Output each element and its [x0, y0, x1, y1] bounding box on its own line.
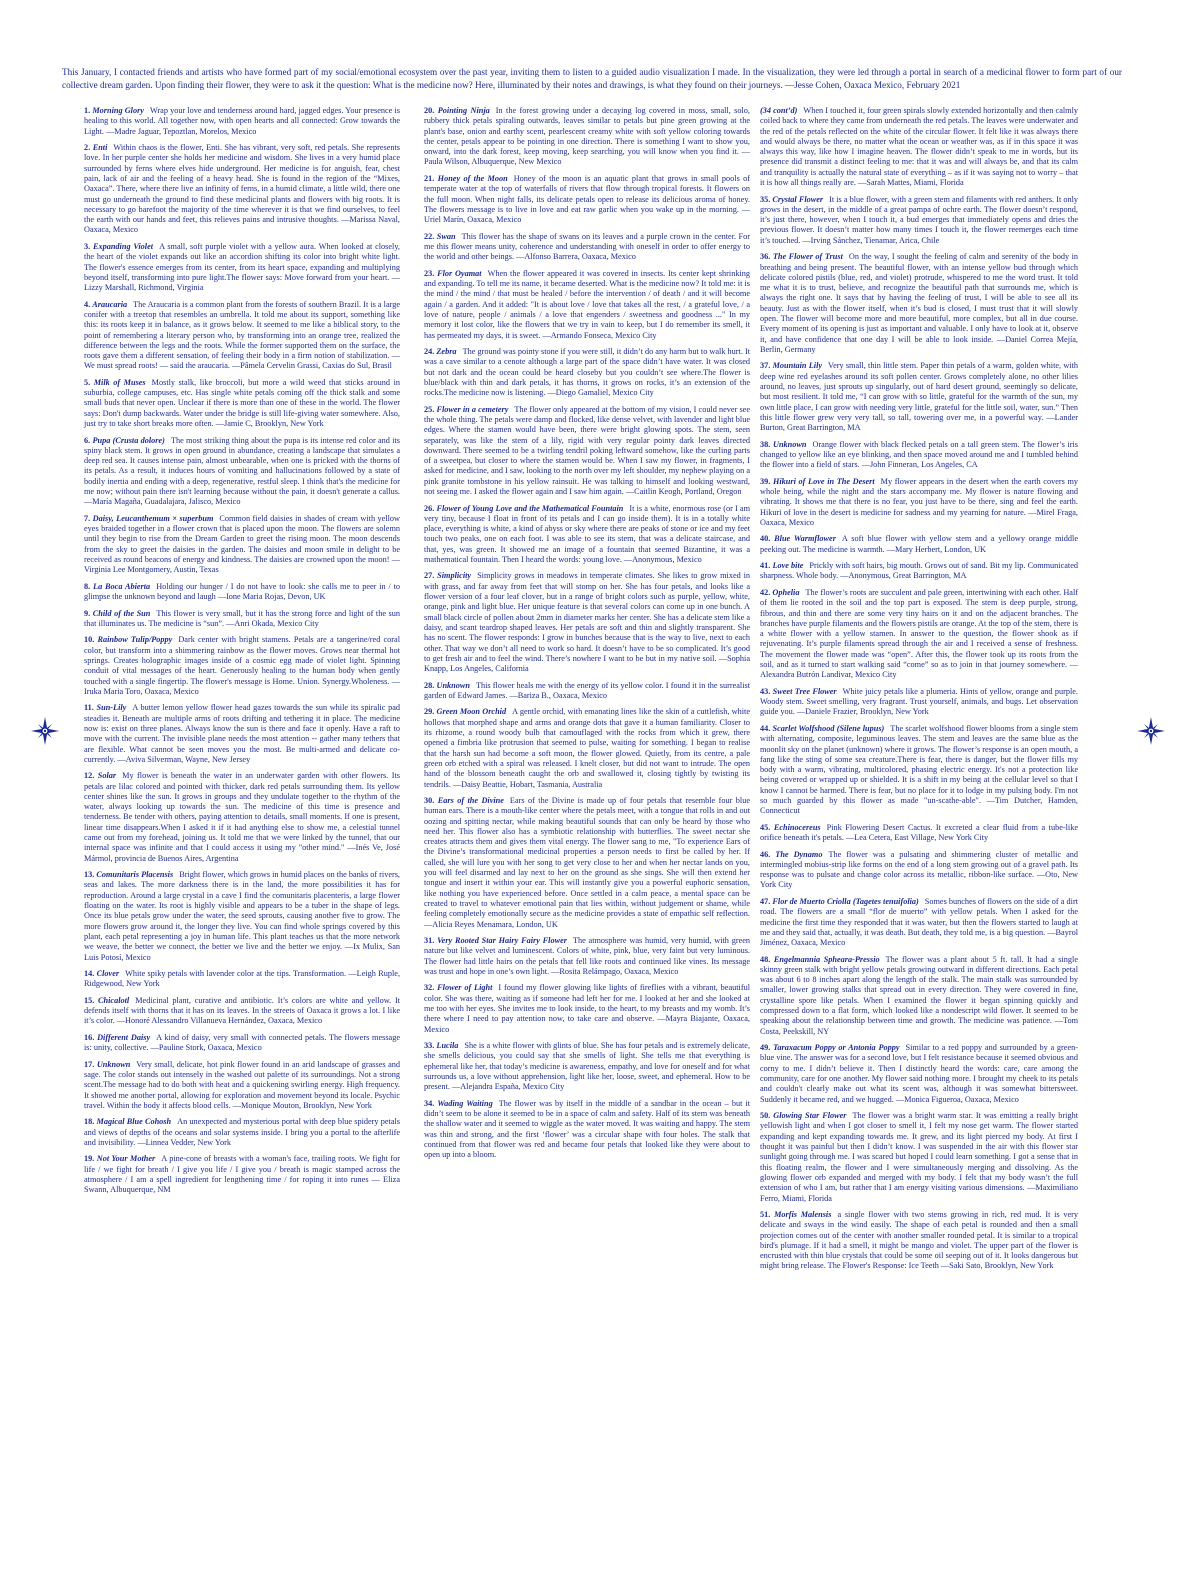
flower-entry [424, 106, 750, 168]
entry-title: Flor Oyamat [437, 268, 482, 278]
entry-title: Ophelia [772, 587, 800, 597]
entry-title: Very Rooted Star Hairy Fairy Flower [437, 936, 567, 946]
entry-number: 15. [84, 995, 95, 1005]
entry-number: 10. [84, 635, 95, 645]
flower-entry [760, 534, 1078, 555]
entry-title: Child of the Sun [92, 608, 151, 618]
entry-text: Within chaos is the flower, Enti. She has vibrant, very soft, red petals. She represents love. In her purple center she holds her medicine and wisdom. She lives in a very humid place surrounded by ferns where elves hide underground. Her medicine is for anguish, fear, chest pain, lack of air and the feeling of a heavy head. She is found in the region of the “Mixes, Oaxaca”. There, where there live an infinity of ferns, in a humid climate, a little wild, there one must go underneath the ground to find these medicinal plants and flowers with big roots. It is necessary to go barefoot the majority of the time wherever it is that we find ourselves, to feel the earth with our hands and feet, this relieves pains and intrusive thoughts. —Marissa Naval, Oaxaca, Mexico [84, 143, 401, 235]
flower-entry [760, 588, 1078, 681]
flower-entry [84, 106, 400, 137]
entry-number: 43. [760, 686, 771, 696]
entry-text: When the flower appeared it was covered in insects. Its center kept shrinking and expanding. To tell me its name, it became deserted. What is the medicine now? It told me: it is the mind / the mind / that must be healed / before the intervention / of death / and it will become again / a garden. And it added: "It is about love / love that takes all the rest, / a grateful love, / a love of nature, people / animals / a love that engenders / sweetness and goodness ..." In my memory it lost color, like the flowers that we try in vain to keep, but I do remember its smell, it has permeated my days, it is sweet. —Armando Fonseca, Mexico City [424, 268, 751, 340]
entry-number: 23. [424, 268, 435, 278]
entry-number: 47. [760, 896, 771, 906]
flower-entry [760, 687, 1078, 718]
flower-entry [424, 681, 750, 702]
entry-text: A gentle orchid, with emanating lines like the skin of a cuttlefish, white hollows that morphed shape and arms and orange dots that gave it a human familiarity. Closer to its rhizome, a round woody bulb that camouflaged with the rocks from which it grew, there opened a fimbria like protrusion that seemed to pulse, waiting for something. I began to realise that the harsh sun had become a soft moon, the flower glowed. Quietly, from its centre, a pale green orb etched with a spiral was released. I knelt closer, but did not want to intrude. The open hand of the blossom beneath caught the orb and swallowed it, closing tightly by twisting its tendrils. —Daisy Beattie, Hobart, Tasmania, Australia [424, 707, 751, 789]
entry-title: La Boca Abierta [93, 581, 151, 591]
entry-number: 1. [84, 106, 91, 115]
entry-text: Ears of the Divine is made up of four petals that resemble four blue human ears. There is a mouth-like center where the petals meet, with a tongue that rolls in and out oozing and spitting nectar, while making beautiful sounds that can only be heard by those who need her. This flower also has a symbiotic relationship with butterflies. The sweet nectar she creates attracts them and gives them vital energy. The flower sang to me, "To experience Ears of the Divine’s transformational medicinal properties a person needs to first be called by her. If called, she will lure you with her song to get very close to her and when her nectar lands on you, you will feel disarmed and lay next to her on the ground as she sings. She will then extend her tongue and insert it within your ear. This will instantly give you a powerful euphoric sensation, like nothing you have experienced before. Once settled in a calm peace, a mental space can be created to travel to whatever emotional pain that lies within, without judgement or shame, while feeling completely emotionally secure as the medicine provides a state of empathic self reflection. —Alicia Reyes Menamara, London, UK [424, 795, 751, 929]
entry-number: 49. [760, 1043, 771, 1053]
entry-text: The flower was a bright warm star. It was emitting a really bright yellowish light and when I got closer to smell it, I felt my nose get warm. The flower started expanding and kept expanding towards me. It grew, and its light pierced my body. At first I thought it was painful but then I didn’t know. I was suspended in the air with this flower star sunlight going through me. I was scared but hoped I could learn something. I got a sense that in this floating realm, the flower and I were simultaneously merging and dissolving. As the glowing flower orb expanded and merged with my body. I felt that my body wasn’t the full extension of who I am, but rather that I am energy visiting various dimensions. —Maximiliano Ferro, Miami, Florida [760, 1111, 1078, 1203]
entry-text: The ground was pointy stone if you were still, it didn’t do any harm but to walk hurt. It was a cave similar to a cenote although a large part of the space didn’t have water. It was closed but not dark and the ocean could be heard closeby but you couldn’t see where.The flower is blue/black with thin and dark petals, it has thorns, it grows on rocks, it’s an extension of the rocks.The medicine now is listening. —Diego Gamaliel, Mexico City [424, 346, 750, 398]
entry-text: She is a white flower with glints of blue. She has four petals and is extremely delicate, she smells delicious, you could say that she smells of light. She tells me that everything is ephemeral like her, that today’s medicine is awareness, empathy, and love for oneself and for what surrounds us, a love without apprehension, light like her, loose, sweet, and ephemeral. How to be present. —Alejandra España, Mexico City [424, 1041, 751, 1092]
flower-entry [760, 724, 1078, 817]
flower-entry [760, 195, 1078, 246]
flower-entry [84, 870, 400, 963]
entry-text: Medicinal plant, curative and antibiotic. It’s colors are white and yellow. It defends itself with thorns that it has on its leaves. In the streets of Oaxaca it grows a lot. I like it’s color. —Honoré Alessandro Villanueva Hernández, Oaxaca, Mexico [84, 995, 400, 1026]
entry-number: 42. [760, 587, 771, 597]
entry-number: 18. [84, 1117, 95, 1127]
flower-entry [424, 347, 750, 398]
entry-text: Very small, delicate, hot pink flower found in an arid landscape of grasses and sage. The color stands out intensely in the washed out palette of its surroundings. Not a strong scent.The message had to do both with heat and a quickening swirling energy. High frequency. It showed me another portal, allowing for exploration and movement beyond its locale. Psychic travel. Within the body it affects blood cells. —Monique Mouton, Brooklyn, New York [84, 1059, 401, 1110]
entry-title: Milk of Muses [93, 377, 146, 387]
flower-entry [84, 300, 400, 372]
flower-entry [760, 252, 1078, 355]
entry-text: Similar to a red poppy and surrounded by a green-blue vine. The answer was for a second love, but I felt resistance because it seemed obvious and corny to me. I didn’t believe it. Then I distinctly heard the words: care, care among the community, care for one another. My flower said nothing more. I brought my cheek to its petals and couldn't clearly make out what its scent was, although it was somewhat bittersweet. Suddenly it became red, and we hugged. —Monica Figueroa, Oaxaca, Mexico [760, 1043, 1078, 1104]
flower-entry [760, 1210, 1078, 1272]
flower-entry [424, 571, 750, 674]
flower-entry [84, 242, 400, 293]
flower-entry [84, 969, 400, 990]
entry-title: Lucila [436, 1041, 459, 1051]
flower-entry [424, 504, 750, 566]
flower-entry [760, 1043, 1078, 1105]
entry-title: Ears of the Divine [437, 795, 504, 805]
entry-number: 8. [84, 581, 91, 591]
flower-entry [760, 440, 1078, 471]
flower-entry [84, 1117, 400, 1148]
entry-title: Clover [96, 969, 120, 978]
entry-number: 6. [84, 435, 91, 445]
entry-text: The scarlet wolfshood flower blooms from a single stem with alternating, composite, leguminous leaves. The stem and leaves are the same blue as the moonlit sky on the planet (unknown) where it grows. The flower’s response is an open mouth, a fang like the sting of some sea creature.There is fear, there is danger, but the flower fills my body with a warm, vibrating, multicolored, phasing electric energy. It's not a protection like being covered or wrapped up or shielded. It is a shift in my being at the cellular level so that I know I cannot be harmed. There is fear, but no place for it to lodge in my pulsing body. I'm not so much guarded by this flower as made "un-scathe-able". —Tim Dutcher, Hamden, Connecticut [760, 723, 1078, 816]
entry-text: In the forest growing under a decaying log covered in moss, small, solo, rubbery thick petals spiraling outwards, leaves similar to petals but pine green growing at the plant's base, onion and earthy scent, pearlescent creamy white with soft yellow coloring towards the center, petals appear to be pointing in one direction. There is something I want to show you, onward, into the dark forest, keep moving, keep searching, you will know when you find it. —Paula Wilson, Albuquerque, New Mexico [424, 106, 750, 167]
entry-title: Chicalotl [98, 995, 130, 1005]
entry-title: The Flower of Trust [772, 252, 843, 262]
entry-text: Honey of the moon is an aquatic plant that grows in small pools of temperate water at the top of waterfalls of rivers that flow through tropical forests. It flowers on the full moon. When night falls, its delicate petals open to release its delicious aroma of honey. The flowers message is to live in love and eat raw garlic when you wake up in the morning. —Uriel Marín, Oaxaca, Mexico [424, 173, 751, 225]
entry-title: Zebra [436, 346, 457, 356]
entry-text: Dark center with bright stamens. Petals are a tangerine/red coral color, but transform into a shimmering rainbow as the flower moves. Grows near thermal hot springs. Creates holographic images inside of a cosmic egg made of violet light. Spinning conduit of vital messages of the heart. Generously healing to the human body when gently touched with a single fingertip. The flower's message is Home. Union. Synergy.Wholeness. —Iruka Maria Toro, Oaxaca, Mexico [84, 635, 401, 696]
flower-entry [424, 1041, 750, 1092]
entry-title: Simplicity [437, 571, 472, 581]
entry-text: Holding our hunger / I do not have to look: she calls me to peer in / to glimpse the unknown beyond and laugh —Ione Maria Rojas, Devon, UK [84, 581, 401, 602]
entry-text: White juicy petals like a plumeria. Hints of yellow, orange and purple. Woody stem. Sweet smelling, very fragrant. Trust yourself, animals, and bugs. Let observation guide you. —Daniele Frazier, Brooklyn, New York [760, 686, 1078, 717]
entry-number: 12. [84, 771, 95, 781]
column-1 [84, 106, 400, 1202]
entry-number: 40. [760, 534, 771, 544]
entry-number: 36. [760, 252, 771, 262]
flower-entry [760, 955, 1078, 1037]
entry-title: Scarlet Wolfshood (Silene lupus) [772, 723, 885, 733]
entry-title: Sun-Lily [96, 703, 127, 713]
entry-number: 11. [84, 703, 94, 713]
flower-entry [760, 561, 1078, 582]
entry-number: 7. [84, 513, 91, 523]
entry-title: Araucaria [92, 299, 128, 309]
flower-entry [424, 232, 750, 263]
entry-number: 50. [760, 1111, 771, 1121]
flower-entry [424, 983, 750, 1034]
entry-title: Echinocereus [773, 822, 821, 832]
entry-text: A soft blue flower with yellow stem and a yellowy orange middle peeking out. The medicine is warmth. —Mary Herbert, London, UK [760, 534, 1079, 554]
entry-title: Love bite [772, 561, 804, 571]
entry-title: Flower of Young Love and the Mathematical Fountain [436, 503, 624, 513]
entry-title: Swan [436, 231, 456, 241]
entry-number: 35. [760, 194, 771, 204]
flower-entry [760, 897, 1078, 948]
entry-title: Different Daisy [97, 1032, 151, 1042]
entry-title: Expanding Violet [92, 241, 154, 251]
entry-number: 39. [760, 476, 771, 486]
entry-title: Solar [97, 771, 117, 781]
entry-text: Bright flower, which grows in humid places on the banks of rivers, seas and lakes. The more darkness there is in the land, the more possibilities it has for reproduction. Around a large crystal in a cave I find the comunitaris placenteris, a large flower floating on the water. Its root is highly visible and appears to be a tuber in the shape of legs. Once its blue petals grow under the water, the seed sprouts, causing another five to grow. The more flowers grow around it, the longer they live. You can find whole springs covered by this plant, each petal representing a joy in human life. This plant teaches us that the more network we weave, the better we connect, the better we live and the better we enjoy. —Ix Mulix, San Luis Potosí, Mexico [84, 870, 400, 962]
column-3 [760, 106, 1078, 1278]
entry-text: This flower is very small, but it has the strong force and light of the sun that illuminates us. The medicine is “sun”. —Anri Okada, Mexico City [84, 608, 400, 628]
entry-text: The flower was by itself in the middle of a sandbar in the ocean – but it didn’t seem to be alone it seemed to be in a space of calm and safety. Half of its stem was beneath the shallow water and it seemed to wiggle as the water moved. It was waiting and happy. The stem was thin and strong, and the first ‘flower’ was a circular shape with four holes. The stalk that continued from that flower was red and became four petals that looked like they were about to open up into a bloom. [424, 1098, 750, 1160]
entry-text: My flower is beneath the water in an underwater garden with other flowers. Its petals are lilac colored and pointed with thicker, dark red petals surrounding them. Its yellow center shines like the sun. It grows in groups and they undulate together to the rhythm of the water, always looking up towards the sun. The medicine of this time is presence and tenderness. Be tender with others, paying attention to details, small moments. If one is present, linear time disappears.When I asked it if it had anything else to show me, a celestial tunnel came out from my forehead, joining us. It told me that we were linked by the tunnel, that our internal space was infinite and that I could access it using my "other mind." —Inés Ve, José Mármol, provincia de Buenos Aires, Argentina [84, 771, 401, 863]
entry-title: Green Moon Orchid [436, 707, 507, 717]
entry-number: 37. [760, 361, 771, 371]
flower-entry [424, 1099, 750, 1161]
entry-title: Flor de Muerto Criolla (Tagetes tenuifolia) [772, 896, 919, 906]
entry-title: Unknown [772, 439, 807, 449]
entry-number: 32. [424, 983, 435, 993]
column-2 [424, 106, 750, 1167]
entry-title: Taraxacum Poppy or Antonia Poppy [773, 1043, 900, 1053]
entry-title: The Dynamo [775, 849, 823, 859]
entry-title: Not Your Mother [96, 1154, 156, 1164]
entry-number: 29. [424, 707, 435, 717]
flower-entry [84, 1154, 400, 1195]
entry-number: 20. [424, 106, 435, 115]
entry-text: Very small, thin little stem. Paper thin petals of a warm, golden white, with deep wine red eyelashes around its soft pollen center. Grows completely alone, no other lilies around, no leaves, just sprouts up singularly, out of hard desert ground, seemingly so delicate, but most resilient. It told me, “I can grow with so little, grateful for the warmth of the sun, my own little place, I can grow with needing very little, grateful for the little soil, water, sun.” Then this little flower grew very very tall, so tall, towering over me, in a powerful way. —Lander Burton, Great Barrington, MA [760, 361, 1079, 433]
entry-number: 33. [424, 1041, 435, 1051]
entry-number: 5. [84, 377, 91, 387]
flower-entry [84, 609, 400, 630]
entry-title: Wading Waiting [437, 1098, 493, 1108]
entry-text: The Araucaria is a common plant from the forests of southern Brazil. It is a large conifer with a treetop that resembles an umbrella. It told me about its support, something like this: its roots keep it in balance, as it grows below. It seemed to me like a biblical story, to the point of remembering a literary person who, by transforming into an orange tree, realized the difference between the legs and the roots. While the former supported them on the surface, the roots gave them a different sensation, of feeling their body in a firm notion of stabilization. — We must spread roots! — said the araucaria. —Pâmela Cervelin Grassi, Caxias do Sul, Brasil [84, 299, 401, 371]
entry-title: Engelmannia Spheara-Pressio [773, 954, 880, 964]
entry-number: 44. [760, 723, 771, 733]
entry-number: 27. [424, 571, 435, 581]
entry-text: Orange flower with black flecked petals on a tall green stem. The flower’s iris changed to yellow like an eye blinking, and then space moved around me and I tumbled behind the flower into a field of stars. —John Finneran, Los Angeles, CA [760, 439, 1078, 470]
entry-number: 26. [424, 503, 435, 513]
entry-number: 41. [760, 561, 771, 571]
entry-text: Somes bunches of flowers on the side of a dirt road. The flowers are a small “flor de muerto” with yellow petals. When I asked for the medicine the first time they responded that it was water, but then the flowers started to laugh at me and they said that, actually, it was death. But death, they told me, is a big question. —Bayrol Jiménez, Oaxaca, Mexico [760, 896, 1078, 948]
entry-title: Morning Glory [92, 106, 144, 115]
entry-title: Magical Blue Cohosh [96, 1117, 172, 1127]
entry-number: 46. [760, 849, 771, 859]
entry-title: Pointing Ninja [437, 106, 490, 115]
entry-text: Simplicity grows in meadows in temperate climates. She likes to grow mixed in with grass, and far away from feet that will stomp on her. She has four petals, and looks like a flower version of a four leaf clover, but in a range of bright colors such as purple, yellow, white, orange, pink and light blue. Her unique feature is that several colors can come up in one bunch. A small black circle of pollen about 2mm in diameter marks her center. She has a delicate stem like a daisy, and scant teardrop shaped leaves. Her petals are soft and thin and slightly transparent. She has no scent. The flower responds: I grow in bunches because that is the way to live, next to each other. That way we don’t all need to work so hard. It doesn’t have to be so complicated. It’s good to get fresh air and to feel the wind. There’s nowhere I want to be but in my native soil. —Sophia Knapp, Los Angeles, California [424, 571, 751, 674]
entry-number: 16. [84, 1032, 95, 1042]
flower-entry [760, 850, 1078, 891]
entry-text: The flower’s roots are succulent and pale green, intertwining with each other. Half of them lie rooted in the soil and the top part is exposed. The stem is deep purple, strong, fibrous, and thin and there are some very tiny hairs on it and on the adjacent branches. The branches have purple filaments and the flowers pistils are orange. At the top of the stem, there is a white flower with a yellow stamen. In answer to the question, the flower shook as if rejuvenating. It’s purple filaments spread through the air and I received a sense of freshness. The movement the flower made was “open”. After this, the flower took up its roots from the soil, and as it turned to start walking said “come” so as to join in that journey somewhere. —Alexandra Butrón Landivar, Mexico City [760, 587, 1078, 680]
entry-title: Sweet Tree Flower [772, 686, 837, 696]
entry-text: Pink Flowering Desert Cactus. It excreted a clear fluid from a tube-like orifice beneath it's petals. —Lea Cetera, East Village, New York City [760, 822, 1078, 843]
entry-number: 9. [84, 608, 91, 618]
entry-number: 13. [84, 870, 95, 880]
entry-text: Common field daisies in shades of cream with yellow eyes braided together in a flower crown that is placed upon the moon. The flowers are solemn until they begin to rise from the Dream Garden to greet the rising moon. The moon descends from the sky to greet the daisies in the garden. The daisies and moon smile in delight to be received as round beacons of energy and kindness. The daisies are crowned upon the moon! —Virginia Lee Montgomery, Austin, Texas [84, 513, 401, 575]
entry-title: Enti [92, 143, 108, 153]
entry-title: Pupa (Crusta dolore) [92, 435, 165, 445]
entry-text: It is a blue flower, with a green stem and filaments with red anthers. It only grows in the desert, in the middle of a great pampa of ochre earth. The flower doesn’t respond, it’s just there, however, when I touch it, a bud emerges that immediately opens and dries the previous flower. It doesn’t matter how many times I touch it, the flower reemerges each time it’s touched. —Irving Sánchez, Tienamar, Arica, Chile [760, 194, 1079, 245]
flower-entry [760, 1111, 1078, 1204]
entry-text: It is a white, enormous rose (or I am very tiny, because I float in front of its petals and I can go inside them). It is in a totally white place, everything is white, a kind of abyss or sky where there are peaks of stone or ice and my feet touch two peaks, one on each foot. I was able to see its stem, that was a delicate staircase, and that, yes, was green. It showed me an image of a fountain that seemed Bizantine, it was a mathematical fountain. Then I heard the words: young love. —Anonymous, Mexico [424, 503, 751, 564]
entry-title: Unknown [96, 1059, 131, 1069]
entry-text: This flower has the shape of swans on its leaves and a purple crown in the center. For me this flower means unity, coherence and understanding with oneself in order to offer energy to the world and other beings. —Alfonso Barrera, Oaxaca, Mexico [424, 231, 750, 262]
entry-number: 28. [424, 680, 435, 690]
entry-number: 34. [424, 1098, 435, 1108]
entry-text: Wrap your love and tenderness around hard, jagged edges. Your presence is healing to this world. All together now, with open hearts and all connected: Grow towards the Light. —Madre Jaguar, Tepoztlan, Morelos, Mexico [84, 106, 400, 136]
flower-entry [760, 823, 1078, 844]
entry-number: 31. [424, 936, 435, 946]
entry-text: The flower was a pulsating and shimmering cluster of metallic and intermingled mobius-strip like forms on the end of a long stem growing out of a gravel path. Its response was to pulsate and change color across its metallic, ribbon-like surface. —Oto, New York City [760, 849, 1079, 890]
entry-number: 4. [84, 299, 91, 309]
entry-text: White spiky petals with lavender color at the tips. Transformation. —Leigh Ruple, Ridgewood, New York [84, 969, 401, 989]
flower-entry [84, 771, 400, 864]
entry-text: A butter lemon yellow flower head gazes towards the sun while its spiralic pad steadies it. Beneath are multiple arms of roots drifting and tethering it in place. The medicine now is: exist on three planes. Always know the sun is there and face it openly. Have a raft to move with the current. The invisible plane needs the most attention -- gather many tethers that are flexible. What cannot be seen moves you the most. Be multi-armed and delicate co-currently. —Aviva Silverman, Wayne, New Jersey [84, 703, 400, 764]
entry-text: My flower appears in the desert when the earth covers my whole being, while the night and the stars accompany me. My flower is nature flowing and vibrating. It shows me that there is no fear, you just have to be there, sing and feel the earth. Hikuri of love in the desert is medicine for sadness and my yearning for nature. —Mirel Fraga, Oaxaca, Mexico [760, 476, 1079, 527]
entry-number: 22. [424, 231, 435, 241]
intro-paragraph: This January, I contacted friends and artists who have formed part of my social/emotional ecosystem over the past year, inviting them to listen to a guided audio visualization I made. In the visualization, they were led through a portal in search of a medicinal flower to form part of our collective dream garden. Upon finding their flower, they were to ask it the question: What is the medicine now? Here, illuminated by their notes and drawings, is what they found on their journeys. —Jesse Cohen, Oaxaca Mexico, February 2021 [62, 67, 1122, 90]
entry-number: 17. [84, 1059, 95, 1069]
flower-entry [84, 703, 400, 765]
entry-number: 51. [760, 1209, 771, 1219]
entry-text: An unexpected and mysterious portal with deep blue spidery petals and views of depths of the oceans and solar systems inside. I bring you a portal to the afterlife and invisibility. —Linnea Vedder, New York [84, 1117, 401, 1147]
flower-entry [84, 436, 400, 508]
entry-title: Honey of the Moon [437, 173, 508, 183]
star-ornament-left-icon [30, 716, 60, 746]
entry-number: 45. [760, 822, 771, 832]
flower-entry [84, 1033, 400, 1054]
entry-number: 24. [424, 346, 435, 356]
entry-text: On the way, I sought the feeling of calm and serenity of the body in breathing and being present. The beautiful flower, with an intense yellow bud through which delicate colored pistils (blue, red, and violet) protrude, whispered to me the word trust. It told me what it is to trust, believe, and recognize the beautiful path that surrounds me, which is always the right one. It says that by having the feeling of trust, I will be able to see all its beauty. Just as with the flower itself, when it’s bud is closed, I must trust that it will slowly open. The flower will become more and more beautiful, more complex, but all in due course. Every moment of its opening is just as important and valuable. I only have to look at it, observe it, and have confidence that one day I will be able to look inside. —Daniel Correa Mejía, Berlin, Germany [760, 252, 1078, 354]
entry-number: 2. [84, 143, 91, 153]
flower-entry [424, 796, 750, 930]
flower-entry [424, 269, 750, 341]
flower-entry [424, 174, 750, 225]
entry-text: The atmosphere was humid, very humid, with green nature but like velvet and luminescent. Colors of white, pink, blue, very faint but very luminous. The flower had little hairs on the petals that fell like roots and continued like vines. Its message was trust and hope in one’s own light. —Rosita Relámpago, Oaxaca, Mexico [424, 936, 751, 976]
flower-entry [760, 477, 1078, 528]
entry-title: Glowing Star Flower [773, 1111, 847, 1121]
entry-number: 19. [84, 1154, 95, 1164]
entry-text: A kind of daisy, very small with connected petals. The flowers message is: unity, collective. —Pauline Stork, Oaxaca, Mexico [84, 1032, 401, 1053]
flower-entry [84, 635, 400, 697]
flower-entry [84, 582, 400, 603]
entry-title: Rainbow Tulip/Poppy [97, 635, 173, 645]
entry-text: When I touched it, four green spirals slowly extended horizontally and then calmly coiled back to where they came from underneath the red petals. The leaves were underwater and the red of the petals reflected on the white of the circular flower. It felt like it was always there and would always be there, no matter what the ocean or weather was, as if in this space it was always this way, like how I imagine heaven. The flower didn’t speak to me in words, but its presence did transmit a distinct feeling to me: that it was and will always be, and that its calm and tranquility is actually the natural state of everything – as if it was saying not to worry – that it is how all things really are. —Sarah Mattes, Miami, Florida [760, 106, 1078, 188]
flower-entry [760, 106, 1078, 188]
entry-text: The most striking thing about the pupa is its intense red color and its spiny black stem. It grows in open ground in abundance, creating a landscape that simulates a deep red sea. It causes intense pain, almost unbearable, when one is pricked with the thorns of its petals. As a result, it induces hours of vomiting and hallucinations followed by a state of bodily inertia and ending with a deep, regenerative, restful sleep. I think that's the medicine for me now; without pain there isn't learning because without the pain, it doesn't generate a callus. —María Magaña, Guadalajara, Jalisco, Mexico [84, 435, 401, 507]
entry-title: Daisy, Leucanthemum × superbum [92, 513, 214, 523]
star-ornament-right-icon [1136, 716, 1166, 746]
flower-entry [760, 361, 1078, 433]
entry-number: 48. [760, 954, 771, 964]
flower-entry [84, 514, 400, 576]
entry-number: 14. [84, 969, 95, 978]
entry-text: I found my flower glowing like lights of fireflies with a vibrant, beautiful color. She was there, waiting as if someone had left her for me. I looked at her and she looked at me too with her eyes. She invites me to look inside, to the heart, to my breasts and my womb. It’s there where I need to pay attention now, to take care and observe. —Mayra Biajante, Oaxaca, Mexico [424, 983, 750, 1034]
entry-title: Flower in a cemetery [436, 404, 509, 414]
flower-entry [424, 405, 750, 498]
entry-text: A pine-cone of breasts with a woman's face, trailing roots. We fight for life / we fight for breath / I give you life / I give you / breath is magic stamped across the atmosphere / I am a spell ingredient for lengthening time / for roping it into runes — Eliza Swann, Albuquerque, NM [84, 1154, 400, 1195]
flower-entry [84, 378, 400, 429]
entry-text: Prickly with soft hairs, big mouth. Grows out of sand. Bit my lip. Communicated sharpness. Whole body. —Anonymous, Great Barrington, MA [760, 561, 1079, 581]
entry-title: Crystal Flower [772, 194, 824, 204]
entry-text: Mostly stalk, like broccoli, but more a wild weed that sticks around in suburbia, college campuses, etc. Has single white petals coming off the thick stalk and some small buds that never open. Unclear if there is more than one of these in the world. The flower says: Don't dump backwards. Water under the bridge is still life-giving water somewhere. Also, just try to take short breaks more often. —Jamie C, Brooklyn, New York [84, 377, 400, 429]
entry-number: 30. [424, 795, 435, 805]
entry-number: 25. [424, 404, 435, 414]
entry-number: 21. [424, 173, 435, 183]
entry-number: 38. [760, 439, 771, 449]
entry-title: (34 cont’d) [760, 106, 798, 115]
entry-title: Unknown [436, 680, 470, 690]
entry-text: The flower only appeared at the bottom of my vision, I could never see the whole thing. The petals were damp and flocked, like dense velvet, with lavender and light blue edges. Where the stamen would have been, there were bright glowing spots. The stem, seen separately, was like the stem of a lily, rigid with very regular pointy dark leaves directed downward. There seemed to be a twirling tendril poking leftward somehow, like the curling parts of a sweetpea, but closer to where the stamen would be. When I saw my flower, in fragments, I asked for medicine, and I saw, looking to the north over my left shoulder, my nephew playing on a pink granite tombstone in his yellow rainsuit. He was talking to himself and looking westward, not seeing me. I asked the flower again and I saw him again. —Caitlin Keogh, Portland, Oregon [424, 404, 751, 497]
entry-text: A small, soft purple violet with a yellow aura. When looked at closely, the heart of the violet expands out like an accordion shifting its color into bright white light. The flower's essence emerges from its center, from its heart space, expanding and multiplying beyond itself, transforming into pure light.The flower says: Move forward from your heart. —Lizzy Marshall, Richmond, Virginia [84, 241, 400, 293]
entry-title: Blue Warmflower [774, 534, 836, 544]
entry-title: Flower of Light [437, 983, 493, 993]
entry-number: 3. [84, 241, 91, 251]
flower-entry [84, 1060, 400, 1111]
entry-text: The flower was a plant about 5 ft. tall. It had a single skinny green stalk with bright yellow petals growing outward in different directions. Each petal was about 6 to 8 inches apart along the length of the stalk. The main stalk was surrounded by smaller, lower growing stalks that spread out in every direction. They were covered in fine, crystalline spore like petals. When I examined the flower it began spinning quickly and compressed down to a flat form, which looked like a nondescript wild flower. It seemed to be speaking about the relationship between time and growth. The medicine was patience. —Tom Costa, Peekskill, NY [760, 954, 1078, 1036]
entry-title: Morfis Malensis [774, 1209, 832, 1219]
entry-text: This flower heals me with the energy of its yellow color. I found it in the surrealist garden of Edward James. —Bariza B., Oaxaca, Mexico [424, 680, 750, 700]
entry-title: Hikuri of Love in The Desert [772, 476, 875, 486]
flower-entry [84, 996, 400, 1027]
flower-entry [424, 707, 750, 789]
entry-title: Mountain Lily [772, 361, 823, 371]
entry-text: a single flower with two stems growing in rich, red mud. It is very delicate and sways in the wind easily. The shape of each petal is rounded and then a small projection comes out of the center with another smaller rounded petal. It is similar to a tropical bird's plumage. If it had a smell, it might be mango and violet. The upper part of the flower is encrusted with thin blue crystals that could be some oil seeping out of it. It looks dangerous but might bring release. The Flower's Response: Ice Teeth —Saki Sato, Brooklyn, New York [760, 1209, 1078, 1271]
flower-entry [84, 143, 400, 236]
flower-entry [424, 936, 750, 977]
entry-title: Comunitaris Placensis [96, 870, 174, 880]
